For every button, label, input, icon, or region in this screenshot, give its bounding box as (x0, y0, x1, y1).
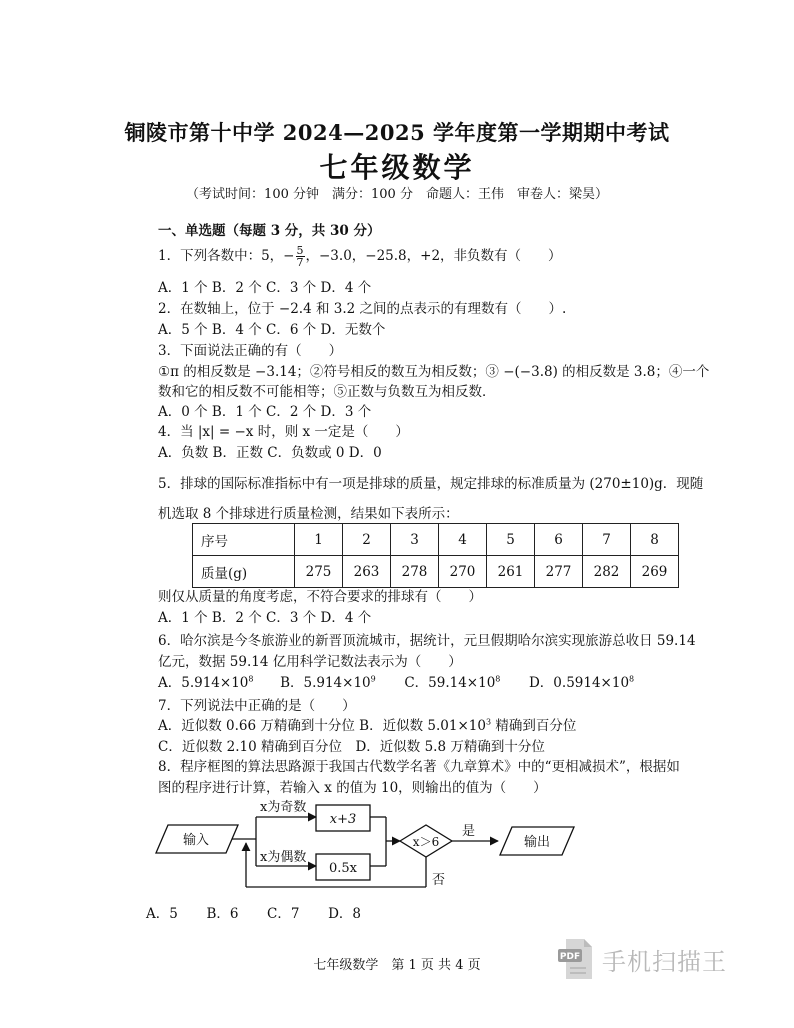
q5-after: 则仅从质量的角度考虑，不符合要求的排球有（ ） (158, 589, 482, 605)
q4-options: A．负数 B．正数 C．负数或 0 D．0 (158, 445, 382, 461)
exam-title: 铜陵市第十中学 2024—2025 学年度第一学期期中考试 (124, 120, 670, 145)
q8-options (146, 902, 361, 922)
q1-suffix: ，−3.0，−25.8，+2，非负数有（ ） (305, 248, 562, 264)
no-label: 否 (432, 873, 446, 888)
yes-label: 是 (462, 824, 476, 839)
mass-table (192, 523, 679, 588)
q3-line-2: 数和它的相反数不可能相等；⑤正数与负数互为相反数． (158, 384, 496, 400)
odd-label: x为奇数 (260, 800, 307, 815)
table-cell: 278 (391, 556, 439, 588)
q5-line-2: 机选取 8 个排球进行质量检测，结果如下表所示： (158, 506, 459, 522)
scanner-watermark (558, 937, 727, 981)
q8-line-2: 图的程序进行计算，若输入 x 的值为 10，则输出的值为（ ） (158, 780, 547, 796)
table-header-mass: 质量(g) (193, 556, 295, 588)
table-cell: 5 (487, 524, 535, 556)
q8-option-d: D．8 (328, 906, 361, 922)
table-cell: 2 (343, 524, 391, 556)
table-row (193, 556, 679, 588)
table-cell: 269 (631, 556, 679, 588)
q6-option-b: B．$5.914\times 10^9$ (280, 674, 376, 691)
question-8: 8．程序框图的算法思路源于我国古代数学名著《九章算术》中的“更相减损术”，根据如 (158, 759, 680, 775)
question-3: 3．下面说法正确的有（ ） (158, 343, 343, 359)
q8-option-c: C．7 (267, 906, 300, 922)
table-cell: 3 (391, 524, 439, 556)
q3-options: A．0 个 B．1 个 C．2 个 D．3 个 (158, 404, 372, 420)
flowchart (146, 795, 586, 897)
exam-subject: 七年级数学 (319, 151, 475, 184)
q1-fraction (296, 245, 305, 268)
question-6: 6．哈尔滨是今冬旅游业的新晋顶流城市，据统计，元旦假期哈尔滨实现旅游总收日 59.14 (158, 633, 696, 649)
q1-frac-den: 7 (296, 256, 304, 269)
q6-option-d: D．$0.5914\times 10^8$ (528, 674, 635, 691)
exam-info: （考试时间：100 分钟 满分：100 分 命题人：王伟 审卷人：梁昊） (186, 187, 608, 202)
q7-line-2: C．近似数 2.10 精确到百分位 D．近似数 5.8 万精确到十分位 (158, 739, 545, 755)
table-cell: 277 (535, 556, 583, 588)
table-cell: 261 (487, 556, 535, 588)
table-cell: 8 (631, 524, 679, 556)
odd-process-label: x+3 (329, 812, 357, 827)
page-footer: 七年级数学 第 1 页 共 4 页 (313, 958, 481, 973)
even-label: x为偶数 (260, 850, 307, 865)
q8-option-b: B．6 (206, 906, 239, 922)
question-1 (158, 244, 562, 268)
decision-label: x＞6 (412, 835, 440, 849)
watermark-text: 手机扫描王 (602, 947, 727, 976)
table-header-number: 序号 (193, 524, 295, 556)
table-cell: 270 (439, 556, 487, 588)
table-cell: 282 (583, 556, 631, 588)
table-cell: 7 (583, 524, 631, 556)
input-label: 输入 (182, 833, 210, 848)
q1-prefix: 1．下列各数中：5，− (158, 248, 295, 264)
section-heading: 一、单选题（每题 3 分，共 30 分） (158, 223, 381, 239)
table-cell: 6 (535, 524, 583, 556)
question-5: 5．排球的国际标准指标中有一项是排球的质量，规定排球的标准质量为 (270±10)g．现随 (158, 476, 704, 492)
question-4: 4．当 |x| = −x 时，则 x 一定是（ ） (158, 424, 409, 440)
q6-options (158, 671, 634, 691)
q6-option-a: A．$5.914\times 10^8$ (158, 674, 254, 691)
even-process-label: 0.5x (328, 861, 358, 876)
table-cell: 275 (295, 556, 343, 588)
q5-options: A．1 个 B．2 个 C．3 个 D．4 个 (158, 610, 372, 626)
table-cell: 1 (295, 524, 343, 556)
question-2: 2．在数轴上，位于 −2.4 和 3.2 之间的点表示的有理数有（ ）. (158, 301, 567, 317)
q6-option-c: C．$59.14\times 10^8$ (404, 674, 501, 691)
table-cell: 4 (439, 524, 487, 556)
q3-line-1: ①π 的相反数是 −3.14；②符号相反的数互为相反数；③ −(−3.8) 的相反数是 3.8；④一个 (158, 364, 710, 380)
table-cell: 263 (343, 556, 391, 588)
pdf-file-icon (558, 937, 594, 981)
pdf-badge: PDF (559, 952, 581, 962)
q1-frac-num: 5 (296, 244, 304, 257)
question-7: 7．下列说法中正确的是（ ） (158, 698, 356, 714)
q8-option-a: A．5 (146, 906, 178, 922)
q1-options: A．1 个 B．2 个 C．3 个 D．4 个 (158, 280, 372, 296)
q7-line-1: A．近似数 0.66 万精确到十分位 B．近似数 $5.01\times 10^3$ 精确到百分位 (158, 717, 577, 734)
q6-line-2: 亿元，数据 59.14 亿用科学记数法表示为（ ） (158, 654, 462, 670)
table-row (193, 524, 679, 556)
output-label: 输出 (523, 835, 551, 850)
q2-options: A．5 个 B．4 个 C．6 个 D．无数个 (158, 322, 386, 338)
